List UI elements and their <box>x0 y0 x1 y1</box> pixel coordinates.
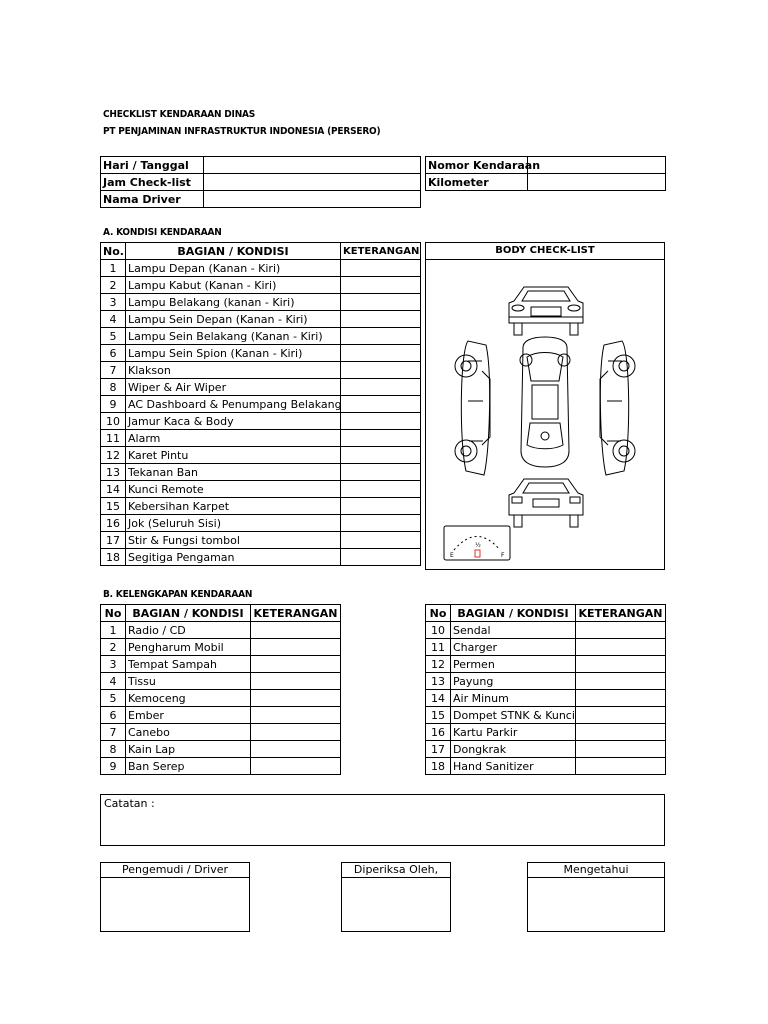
body-checklist-panel <box>425 242 665 570</box>
row-item-label: Segitiga Pengaman <box>126 549 341 566</box>
row-item-label: Lampu Depan (Kanan - Kiri) <box>126 260 341 277</box>
row-number: 8 <box>101 379 126 396</box>
row-number: 6 <box>101 345 126 362</box>
row-item-label: Ban Serep <box>126 758 251 775</box>
body-checklist-title: BODY CHECK-LIST <box>426 243 664 260</box>
row-number: 5 <box>101 328 126 345</box>
row-item-label: Dongkrak <box>451 741 576 758</box>
row-note-field[interactable] <box>341 430 421 447</box>
row-note-field[interactable] <box>341 413 421 430</box>
row-number: 13 <box>101 464 126 481</box>
row-item-label: Hand Sanitizer <box>451 758 576 775</box>
table-row <box>101 532 421 549</box>
gauge-full-label: F <box>501 552 505 559</box>
row-note-field[interactable] <box>576 656 666 673</box>
label-driver: Nama Driver <box>101 191 204 208</box>
row-note-field[interactable] <box>341 345 421 362</box>
car-left-side-view <box>455 341 490 475</box>
row-note-field[interactable] <box>341 515 421 532</box>
car-right-side-view <box>600 341 635 475</box>
table-row <box>101 498 421 515</box>
row-note-field[interactable] <box>341 260 421 277</box>
row-item-label: Kebersihan Karpet <box>126 498 341 515</box>
table-row <box>101 741 341 758</box>
row-number: 14 <box>101 481 126 498</box>
row-number: 2 <box>101 639 126 656</box>
table-row <box>101 515 421 532</box>
row-item-label: Air Minum <box>451 690 576 707</box>
col-no: No. <box>101 243 126 260</box>
table-row <box>426 690 666 707</box>
row-item-label: Lampu Sein Spion (Kanan - Kiri) <box>126 345 341 362</box>
col-note: KETERANGAN <box>251 605 341 622</box>
row-item-label: Lampu Sein Belakang (Kanan - Kiri) <box>126 328 341 345</box>
signature-checker-label: Diperiksa Oleh, <box>342 863 450 878</box>
col-part: BAGIAN / KONDISI <box>126 243 341 260</box>
label-km: Kilometer <box>426 174 528 191</box>
row-item-label: Tempat Sampah <box>126 656 251 673</box>
row-note-field[interactable] <box>341 277 421 294</box>
info-table-left <box>100 156 421 208</box>
row-item-label: Alarm <box>126 430 341 447</box>
table-row <box>101 362 421 379</box>
row-note-field[interactable] <box>576 707 666 724</box>
col-note: KETERANGAN <box>341 243 421 260</box>
col-no: No <box>426 605 451 622</box>
row-item-label: Lampu Sein Depan (Kanan - Kiri) <box>126 311 341 328</box>
field-plate[interactable] <box>528 157 666 174</box>
table-row <box>101 379 421 396</box>
row-number: 17 <box>426 741 451 758</box>
row-number: 14 <box>426 690 451 707</box>
row-note-field[interactable] <box>341 328 421 345</box>
row-number: 8 <box>101 741 126 758</box>
row-item-label: Charger <box>451 639 576 656</box>
row-item-label: Kemoceng <box>126 690 251 707</box>
row-item-label: Canebo <box>126 724 251 741</box>
row-note-field[interactable] <box>251 622 341 639</box>
row-note-field[interactable] <box>251 724 341 741</box>
row-number: 15 <box>101 498 126 515</box>
doc-title-line2: PT PENJAMINAN INFRASTRUKTUR INDONESIA (PERSERO) <box>103 126 381 137</box>
car-top-view <box>520 337 570 467</box>
row-number: 11 <box>426 639 451 656</box>
car-front-view <box>509 287 583 335</box>
row-item-label: Radio / CD <box>126 622 251 639</box>
row-note-field[interactable] <box>341 464 421 481</box>
table-row <box>101 758 341 775</box>
row-item-label: Jok (Seluruh Sisi) <box>126 515 341 532</box>
signature-driver-label: Pengemudi / Driver <box>101 863 249 878</box>
table-row <box>101 396 421 413</box>
table-row <box>426 656 666 673</box>
row-note-field[interactable] <box>341 396 421 413</box>
table-row <box>101 277 421 294</box>
table-row <box>101 549 421 566</box>
signature-driver-box[interactable] <box>100 862 250 932</box>
row-note-field[interactable] <box>341 294 421 311</box>
field-driver[interactable] <box>204 191 421 208</box>
table-row <box>101 430 421 447</box>
row-item-label: AC Dashboard & Penumpang Belakang <box>126 396 341 413</box>
row-number: 7 <box>101 724 126 741</box>
row-number: 3 <box>101 656 126 673</box>
table-row <box>101 413 421 430</box>
row-number: 4 <box>101 673 126 690</box>
row-note-field[interactable] <box>251 690 341 707</box>
info-table-right <box>425 156 666 191</box>
row-item-label: Karet Pintu <box>126 447 341 464</box>
table-row <box>426 758 666 775</box>
row-number: 7 <box>101 362 126 379</box>
car-diagram <box>426 261 664 570</box>
table-row <box>101 639 341 656</box>
row-number: 18 <box>426 758 451 775</box>
table-row <box>426 707 666 724</box>
row-item-label: Jamur Kaca & Body <box>126 413 341 430</box>
col-note: KETERANGAN <box>576 605 666 622</box>
row-note-field[interactable] <box>576 758 666 775</box>
row-number: 9 <box>101 758 126 775</box>
row-item-label: Kartu Parkir <box>451 724 576 741</box>
table-row <box>101 622 341 639</box>
row-note-field[interactable] <box>251 656 341 673</box>
notes-box[interactable] <box>100 794 665 846</box>
row-note-field[interactable] <box>576 741 666 758</box>
row-note-field[interactable] <box>341 532 421 549</box>
row-item-label: Payung <box>451 673 576 690</box>
row-number: 6 <box>101 707 126 724</box>
table-row <box>101 673 341 690</box>
table-row <box>426 741 666 758</box>
row-note-field[interactable] <box>576 622 666 639</box>
table-row <box>101 447 421 464</box>
row-number: 1 <box>101 260 126 277</box>
row-note-field[interactable] <box>341 362 421 379</box>
table-row <box>101 481 421 498</box>
row-item-label: Tissu <box>126 673 251 690</box>
row-note-field[interactable] <box>251 673 341 690</box>
row-note-field[interactable] <box>341 481 421 498</box>
row-item-label: Kunci Remote <box>126 481 341 498</box>
row-note-field[interactable] <box>341 311 421 328</box>
row-item-label: Permen <box>451 656 576 673</box>
signature-approver-label: Mengetahui <box>528 863 664 878</box>
row-note-field[interactable] <box>251 741 341 758</box>
row-item-label: Stir & Fungsi tombol <box>126 532 341 549</box>
row-item-label: Lampu Kabut (Kanan - Kiri) <box>126 277 341 294</box>
row-note-field[interactable] <box>576 639 666 656</box>
row-note-field[interactable] <box>576 673 666 690</box>
row-note-field[interactable] <box>251 758 341 775</box>
row-item-label: Lampu Belakang (kanan - Kiri) <box>126 294 341 311</box>
row-number: 10 <box>101 413 126 430</box>
field-km[interactable] <box>528 174 666 191</box>
col-part: BAGIAN / KONDISI <box>451 605 576 622</box>
notes-label: Catatan : <box>104 797 155 810</box>
row-number: 11 <box>101 430 126 447</box>
row-number: 17 <box>101 532 126 549</box>
row-item-label: Sendal <box>451 622 576 639</box>
table-row <box>426 639 666 656</box>
row-item-label: Wiper & Air Wiper <box>126 379 341 396</box>
equipment-table-right <box>425 604 666 775</box>
row-number: 1 <box>101 622 126 639</box>
table-row <box>101 311 421 328</box>
label-time: Jam Check-list <box>101 174 204 191</box>
table-row <box>426 673 666 690</box>
table-row <box>101 328 421 345</box>
row-note-field[interactable] <box>576 724 666 741</box>
row-note-field[interactable] <box>341 549 421 566</box>
table-row <box>101 260 421 277</box>
condition-table <box>100 242 421 566</box>
row-number: 12 <box>101 447 126 464</box>
row-note-field[interactable] <box>576 690 666 707</box>
row-note-field[interactable] <box>341 379 421 396</box>
row-item-label: Ember <box>126 707 251 724</box>
row-note-field[interactable] <box>341 498 421 515</box>
gauge-empty-label: E <box>450 552 454 559</box>
row-number: 12 <box>426 656 451 673</box>
row-note-field[interactable] <box>251 707 341 724</box>
row-number: 4 <box>101 311 126 328</box>
row-number: 13 <box>426 673 451 690</box>
row-number: 3 <box>101 294 126 311</box>
col-part: BAGIAN / KONDISI <box>126 605 251 622</box>
table-row <box>426 622 666 639</box>
label-date: Hari / Tanggal <box>101 157 204 174</box>
row-number: 9 <box>101 396 126 413</box>
row-number: 5 <box>101 690 126 707</box>
row-number: 18 <box>101 549 126 566</box>
row-number: 15 <box>426 707 451 724</box>
field-date[interactable] <box>204 157 421 174</box>
label-plate: Nomor Kendaraan <box>426 157 528 174</box>
car-rear-view <box>509 479 583 527</box>
signature-approver-box[interactable] <box>527 862 665 932</box>
table-row <box>101 690 341 707</box>
row-item-label: Dompet STNK & Kunci <box>451 707 576 724</box>
field-time[interactable] <box>204 174 421 191</box>
table-row <box>101 724 341 741</box>
section-b-title: B. KELENGKAPAN KENDARAAN <box>103 589 253 600</box>
row-item-label: Klakson <box>126 362 341 379</box>
section-a-title: A. KONDISI KENDARAAN <box>103 227 222 238</box>
row-note-field[interactable] <box>251 639 341 656</box>
row-number: 16 <box>101 515 126 532</box>
gauge-half-label: ½ <box>475 542 481 549</box>
table-row <box>101 656 341 673</box>
table-row <box>101 294 421 311</box>
table-row <box>426 724 666 741</box>
equipment-table-left <box>100 604 341 775</box>
row-note-field[interactable] <box>341 447 421 464</box>
table-row <box>101 345 421 362</box>
col-no: No <box>101 605 126 622</box>
fuel-icon <box>475 550 480 557</box>
row-item-label: Kain Lap <box>126 741 251 758</box>
doc-title-line1: CHECKLIST KENDARAAN DINAS <box>103 109 256 120</box>
row-number: 16 <box>426 724 451 741</box>
signature-checker-box[interactable] <box>341 862 451 932</box>
row-item-label: Pengharum Mobil <box>126 639 251 656</box>
row-number: 10 <box>426 622 451 639</box>
row-number: 2 <box>101 277 126 294</box>
table-row <box>101 707 341 724</box>
row-item-label: Tekanan Ban <box>126 464 341 481</box>
table-row <box>101 464 421 481</box>
